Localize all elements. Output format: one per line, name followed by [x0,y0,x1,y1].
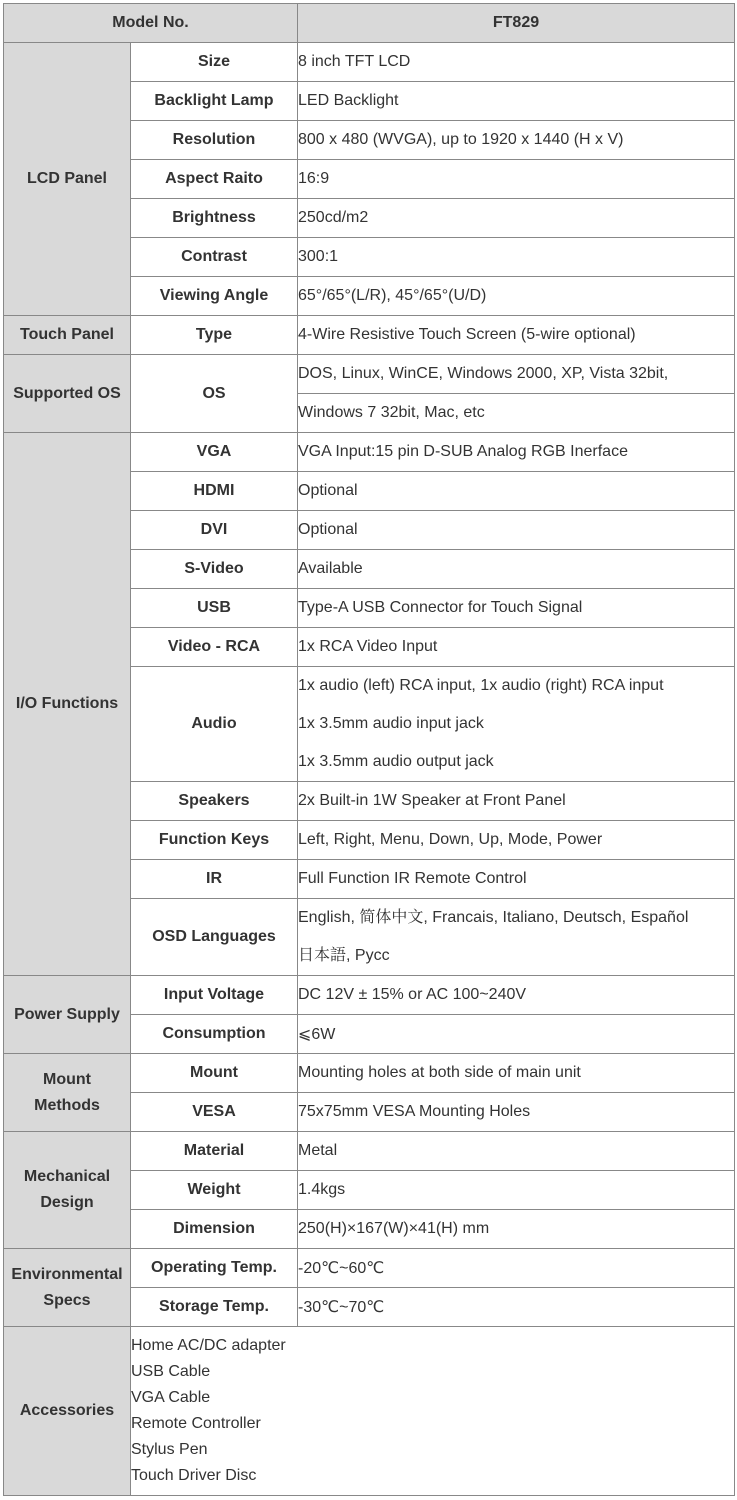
spec-value: -30℃~70℃ [298,1288,735,1327]
spec-label: Material [131,1132,298,1171]
spec-label: HDMI [131,472,298,511]
spec-value: Full Function IR Remote Control [298,860,735,899]
spec-value: 1.4kgs [298,1171,735,1210]
accessory-item: Touch Driver Disc [131,1467,257,1484]
model-value: FT829 [298,4,735,43]
spec-value-audio [298,667,735,782]
spec-label: Video - RCA [131,628,298,667]
spec-value: DOS, Linux, WinCE, Windows 2000, XP, Vista 32bit, [298,355,735,394]
spec-table [3,3,735,1496]
group-mount-methods [4,1054,131,1132]
table-row [4,1054,735,1093]
spec-value: 8 inch TFT LCD [298,43,735,82]
spec-value: Optional [298,511,735,550]
model-no-label: Model No. [4,4,298,43]
spec-value: 2x Built-in 1W Speaker at Front Panel [298,782,735,821]
accessory-item: USB Cable [131,1363,211,1380]
spec-label: Type [131,316,298,355]
audio-line: 1x 3.5mm audio output jack [298,753,494,770]
spec-label: Brightness [131,199,298,238]
spec-value: Available [298,550,735,589]
group-mechanical-design [4,1132,131,1249]
spec-value: 800 x 480 (WVGA), up to 1920 x 1440 (H x V) [298,121,735,160]
group-line: Mechanical [23,1168,111,1185]
spec-value: Mounting holes at both side of main unit [298,1054,735,1093]
spec-value: Left, Right, Menu, Down, Up, Mode, Power [298,821,735,860]
group-touch-panel: Touch Panel [4,316,131,355]
table-row [4,355,735,394]
table-row [4,433,735,472]
spec-value: 4-Wire Resistive Touch Screen (5-wire optional) [298,316,735,355]
table-row [4,1327,735,1496]
spec-label: Input Voltage [131,976,298,1015]
accessory-item: Remote Controller [131,1415,261,1432]
accessory-item: Stylus Pen [131,1441,208,1458]
group-lcd-panel: LCD Panel [4,43,131,316]
spec-value: 75x75mm VESA Mounting Holes [298,1093,735,1132]
spec-value: Windows 7 32bit, Mac, etc [298,394,735,433]
spec-value: Type-A USB Connector for Touch Signal [298,589,735,628]
spec-label: Audio [131,667,298,782]
group-io-functions: I/O Functions [4,433,131,976]
group-line: Environmental [11,1265,123,1283]
group-line: Mount [43,1070,91,1088]
table-header-row [4,4,735,43]
osd-line: 日本語, Pycc [298,947,390,964]
spec-label: Consumption [131,1015,298,1054]
table-row [4,43,735,82]
group-line: Design [40,1194,94,1211]
spec-value: 250(H)×167(W)×41(H) mm [298,1210,735,1249]
spec-label: Storage Temp. [131,1288,298,1327]
spec-value: -20℃~60℃ [298,1249,735,1288]
spec-label: OS [131,355,298,433]
spec-label: Function Keys [131,821,298,860]
spec-label: Contrast [131,238,298,277]
spec-value: 65°/65°(L/R), 45°/65°(U/D) [298,277,735,316]
spec-value: Metal [298,1132,735,1171]
spec-value: 1x RCA Video Input [298,628,735,667]
spec-label: Backlight Lamp [131,82,298,121]
spec-label: IR [131,860,298,899]
audio-line: 1x audio (left) RCA input, 1x audio (right) RCA input [298,677,664,694]
table-row [4,316,735,355]
group-power-supply: Power Supply [4,976,131,1054]
accessory-item: VGA Cable [131,1389,211,1406]
group-line: Specs [43,1291,91,1309]
spec-label: S-Video [131,550,298,589]
spec-value: Optional [298,472,735,511]
spec-value: 16:9 [298,160,735,199]
group-line: Methods [34,1096,100,1114]
spec-label: Size [131,43,298,82]
group-supported-os: Supported OS [4,355,131,433]
audio-line: 1x 3.5mm audio input jack [298,715,484,732]
spec-value: 300:1 [298,238,735,277]
spec-label: Resolution [131,121,298,160]
spec-label: Operating Temp. [131,1249,298,1288]
osd-line: English, 简体中文, Francais, Italiano, Deutsch, Español [298,909,689,926]
spec-label: USB [131,589,298,628]
spec-value: ⩽6W [298,1015,735,1054]
spec-label: Dimension [131,1210,298,1249]
group-environmental-specs [4,1249,131,1327]
accessory-item: Home AC/DC adapter [131,1337,286,1354]
spec-label: Mount [131,1054,298,1093]
table-row [4,1249,735,1288]
accessories-list [131,1327,735,1496]
spec-value: DC 12V ± 15% or AC 100~240V [298,976,735,1015]
spec-value: 250cd/m2 [298,199,735,238]
spec-label: DVI [131,511,298,550]
spec-label: Aspect Raito [131,160,298,199]
spec-label: Weight [131,1171,298,1210]
spec-value: LED Backlight [298,82,735,121]
spec-value-osd [298,899,735,976]
spec-label: Viewing Angle [131,277,298,316]
spec-label: VESA [131,1093,298,1132]
spec-label: VGA [131,433,298,472]
table-row [4,1132,735,1171]
table-row [4,976,735,1015]
spec-label: Speakers [131,782,298,821]
spec-label: OSD Languages [131,899,298,976]
group-accessories: Accessories [4,1327,131,1496]
spec-value: VGA Input:15 pin D-SUB Analog RGB Inerface [298,433,735,472]
